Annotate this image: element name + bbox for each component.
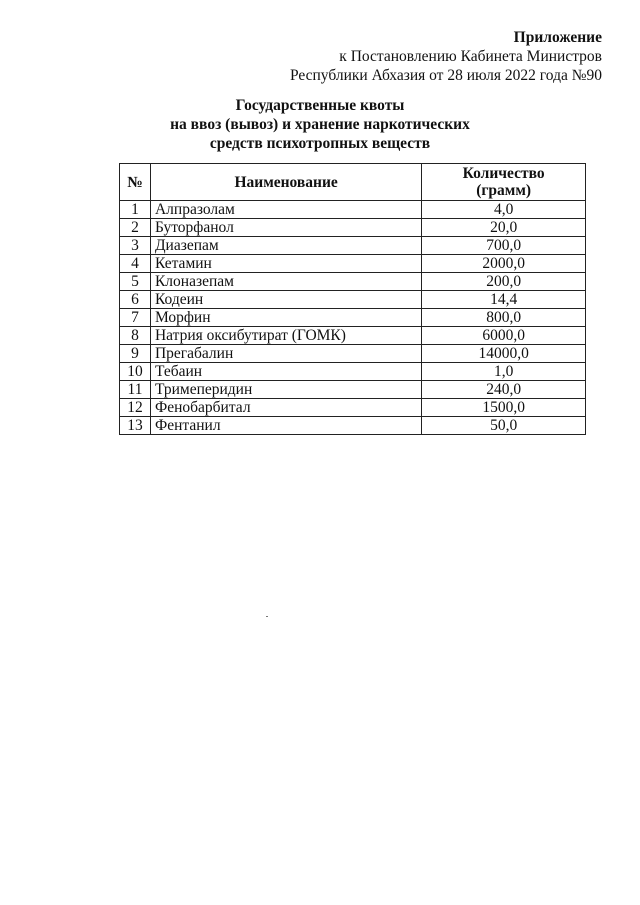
table-row bbox=[120, 309, 586, 327]
substance-name: Морфин bbox=[150, 309, 421, 327]
row-number: 9 bbox=[120, 345, 151, 363]
substance-name: Фенобарбитал bbox=[150, 399, 421, 417]
substance-name: Прегабалин bbox=[150, 345, 421, 363]
row-number: 12 bbox=[120, 399, 151, 417]
quota-table bbox=[119, 163, 586, 435]
substance-name: Диазепам bbox=[150, 237, 421, 255]
quota-table-body bbox=[120, 201, 586, 435]
substance-name: Кодеин bbox=[150, 291, 421, 309]
table-row bbox=[120, 237, 586, 255]
quota-quantity: 4,0 bbox=[422, 201, 586, 219]
quota-quantity: 800,0 bbox=[422, 309, 586, 327]
table-row bbox=[120, 363, 586, 381]
document-title-line-2: на ввоз (вывоз) и хранение наркотических bbox=[170, 116, 470, 133]
table-row bbox=[120, 219, 586, 237]
column-header-quantity-label: Количество bbox=[462, 165, 545, 182]
table-row bbox=[120, 273, 586, 291]
document-title-line-3: средств психотропных веществ bbox=[209, 135, 431, 152]
quota-quantity: 14,4 bbox=[422, 291, 586, 309]
row-number: 5 bbox=[120, 273, 151, 291]
appendix-title: Приложение bbox=[513, 29, 602, 46]
table-row bbox=[120, 291, 586, 309]
row-number: 8 bbox=[120, 327, 151, 345]
substance-name: Тримеперидин bbox=[150, 381, 421, 399]
document-title-line-1: Государственные квоты bbox=[235, 97, 405, 114]
quota-quantity: 14000,0 bbox=[422, 345, 586, 363]
quota-quantity: 700,0 bbox=[422, 237, 586, 255]
document-title bbox=[0, 96, 580, 153]
table-row bbox=[120, 255, 586, 273]
resolution-reference: к Постановлению Кабинета Министров bbox=[339, 48, 602, 65]
table-row bbox=[120, 327, 586, 345]
row-number: 1 bbox=[120, 201, 151, 219]
quota-quantity: 20,0 bbox=[422, 219, 586, 237]
table-row bbox=[120, 201, 586, 219]
quota-quantity: 50,0 bbox=[422, 417, 586, 435]
quota-quantity: 6000,0 bbox=[422, 327, 586, 345]
substance-name: Кетамин bbox=[150, 255, 421, 273]
quota-quantity: 2000,0 bbox=[422, 255, 586, 273]
column-header-number: № bbox=[120, 164, 151, 201]
row-number: 2 bbox=[120, 219, 151, 237]
document-header bbox=[290, 28, 602, 85]
substance-name: Алпразолам bbox=[150, 201, 421, 219]
substance-name: Фентанил bbox=[150, 417, 421, 435]
quota-quantity: 1500,0 bbox=[422, 399, 586, 417]
table-header-row bbox=[120, 164, 586, 201]
table-row bbox=[120, 399, 586, 417]
row-number: 4 bbox=[120, 255, 151, 273]
row-number: 11 bbox=[120, 381, 151, 399]
table-row bbox=[120, 345, 586, 363]
column-header-quantity bbox=[422, 164, 586, 201]
substance-name: Тебаин bbox=[150, 363, 421, 381]
row-number: 10 bbox=[120, 363, 151, 381]
row-number: 3 bbox=[120, 237, 151, 255]
quota-quantity: 240,0 bbox=[422, 381, 586, 399]
quota-quantity: 1,0 bbox=[422, 363, 586, 381]
column-header-quantity-unit: (грамм) bbox=[476, 182, 532, 199]
table-row bbox=[120, 381, 586, 399]
resolution-date-number: Республики Абхазия от 28 июля 2022 года №90 bbox=[289, 67, 602, 84]
substance-name: Буторфанол bbox=[150, 219, 421, 237]
substance-name: Натрия оксибутират (ГОМК) bbox=[150, 327, 421, 345]
quota-quantity: 200,0 bbox=[422, 273, 586, 291]
row-number: 6 bbox=[120, 291, 151, 309]
substance-name: Клоназепам bbox=[150, 273, 421, 291]
scan-speck bbox=[266, 616, 268, 617]
column-header-name: Наименование bbox=[150, 164, 421, 201]
table-row bbox=[120, 417, 586, 435]
row-number: 7 bbox=[120, 309, 151, 327]
row-number: 13 bbox=[120, 417, 151, 435]
